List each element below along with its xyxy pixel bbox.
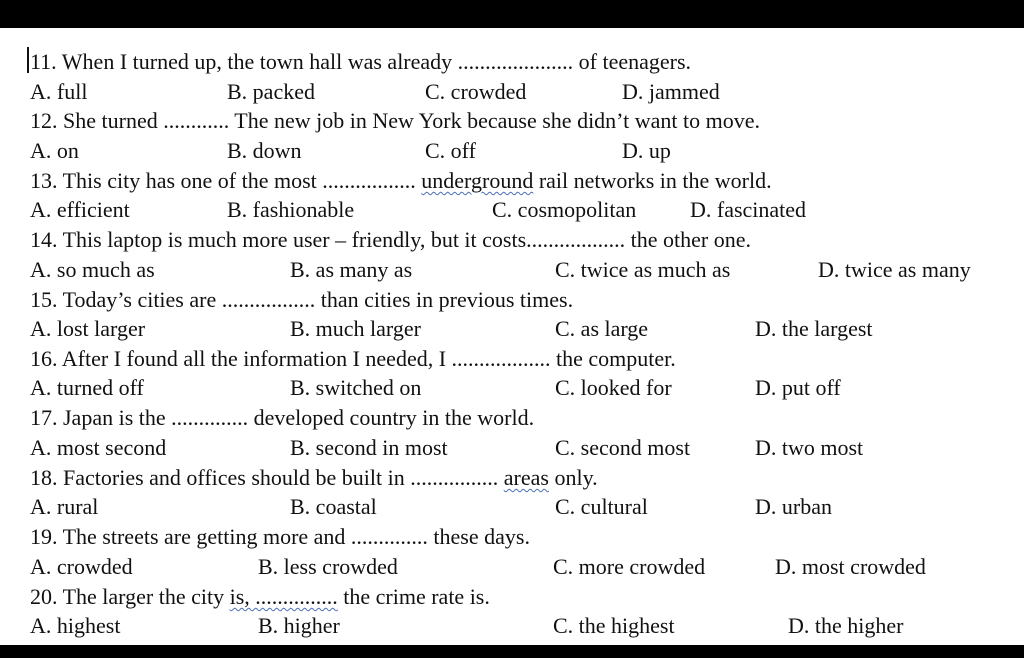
question-16-option-d[interactable]: D. put off bbox=[755, 375, 841, 400]
worksheet-page bbox=[0, 28, 1024, 645]
question-15-option-c[interactable]: C. as large bbox=[555, 316, 649, 341]
question-11-option-a[interactable]: A. full bbox=[30, 79, 88, 104]
question-16-option-c[interactable]: C. looked for bbox=[555, 375, 672, 400]
question-15-option-b[interactable]: B. much larger bbox=[290, 316, 421, 341]
question-12-option-b[interactable]: B. down bbox=[227, 138, 302, 163]
question-17-option-d[interactable]: D. two most bbox=[755, 435, 864, 460]
question-15-option-a[interactable]: A. lost larger bbox=[30, 316, 146, 341]
question-13-stem-start: 13. This city has one of the most ................. bbox=[30, 168, 422, 193]
question-12-option-a[interactable]: A. on bbox=[30, 138, 79, 163]
question-20-option-a[interactable]: A. highest bbox=[30, 613, 121, 638]
question-12-option-d[interactable]: D. up bbox=[622, 138, 671, 163]
question-13-stem bbox=[30, 167, 772, 195]
question-19-option-b[interactable]: B. less crowded bbox=[258, 554, 398, 579]
question-18-stem-start: 18. Factories and offices should be built in ................ bbox=[30, 465, 504, 490]
question-13-option-b[interactable]: B. fashionable bbox=[227, 197, 355, 222]
question-14-option-c[interactable]: C. twice as much as bbox=[555, 257, 731, 282]
question-13-spellcheck-word: underground bbox=[421, 168, 534, 193]
question-13-stem-end: rail networks in the world. bbox=[533, 168, 772, 193]
question-14-option-a[interactable]: A. so much as bbox=[30, 257, 155, 282]
question-17-option-a[interactable]: A. most second bbox=[30, 435, 167, 460]
question-14-stem: 14. This laptop is much more user – friendly, but it costs.................. the other one. bbox=[30, 227, 752, 252]
question-20-stem-end: the crime rate is. bbox=[337, 584, 490, 609]
question-14-option-d[interactable]: D. twice as many bbox=[818, 257, 971, 282]
question-17-option-b[interactable]: B. second in most bbox=[290, 435, 448, 460]
question-20-option-c[interactable]: C. the highest bbox=[553, 613, 675, 638]
question-16-stem: 16. After I found all the information I needed, I .................. the computer. bbox=[30, 346, 676, 371]
question-13-option-c[interactable]: C. cosmopolitan bbox=[492, 197, 637, 222]
question-11-stem: 11. When I turned up, the town hall was already ..................... of teenagers. bbox=[30, 49, 692, 74]
question-18-option-b[interactable]: B. coastal bbox=[290, 494, 377, 519]
question-17-stem: 17. Japan is the .............. developed country in the world. bbox=[30, 405, 535, 430]
question-13-option-d[interactable]: D. fascinated bbox=[690, 197, 807, 222]
question-18-stem bbox=[30, 464, 598, 492]
question-20-option-d[interactable]: D. the higher bbox=[788, 613, 904, 638]
question-17-option-c[interactable]: C. second most bbox=[555, 435, 691, 460]
question-18-spellcheck-word: areas bbox=[503, 465, 549, 490]
question-20-stem bbox=[30, 583, 490, 611]
question-11-option-b[interactable]: B. packed bbox=[227, 79, 315, 104]
question-13-option-a[interactable]: A. efficient bbox=[30, 197, 130, 222]
question-11-option-d[interactable]: D. jammed bbox=[622, 79, 720, 104]
question-18-option-c[interactable]: C. cultural bbox=[555, 494, 648, 519]
question-18-option-d[interactable]: D. urban bbox=[755, 494, 832, 519]
question-16-option-b[interactable]: B. switched on bbox=[290, 375, 422, 400]
question-18-option-a[interactable]: A. rural bbox=[30, 494, 99, 519]
question-11-option-c[interactable]: C. crowded bbox=[425, 79, 527, 104]
question-19-option-d[interactable]: D. most crowded bbox=[775, 554, 926, 579]
question-16-option-a[interactable]: A. turned off bbox=[30, 375, 144, 400]
question-12-stem: 12. She turned ............ The new job in New York because she didn’t want to move. bbox=[30, 108, 760, 133]
question-19-option-c[interactable]: C. more crowded bbox=[553, 554, 706, 579]
question-15-option-d[interactable]: D. the largest bbox=[755, 316, 873, 341]
question-19-stem: 19. The streets are getting more and .............. these days. bbox=[30, 524, 530, 549]
question-19-option-a[interactable]: A. crowded bbox=[30, 554, 133, 579]
text-cursor bbox=[27, 47, 29, 73]
question-15-stem: 15. Today’s cities are ................. than cities in previous times. bbox=[30, 287, 574, 312]
question-18-stem-end: only. bbox=[548, 465, 598, 490]
question-20-stem-start: 20. The larger the city bbox=[30, 584, 230, 609]
question-20-spellcheck-word: is, ............... bbox=[229, 584, 338, 609]
question-14-option-b[interactable]: B. as many as bbox=[290, 257, 413, 282]
question-12-option-c[interactable]: C. off bbox=[425, 138, 476, 163]
question-20-option-b[interactable]: B. higher bbox=[258, 613, 340, 638]
